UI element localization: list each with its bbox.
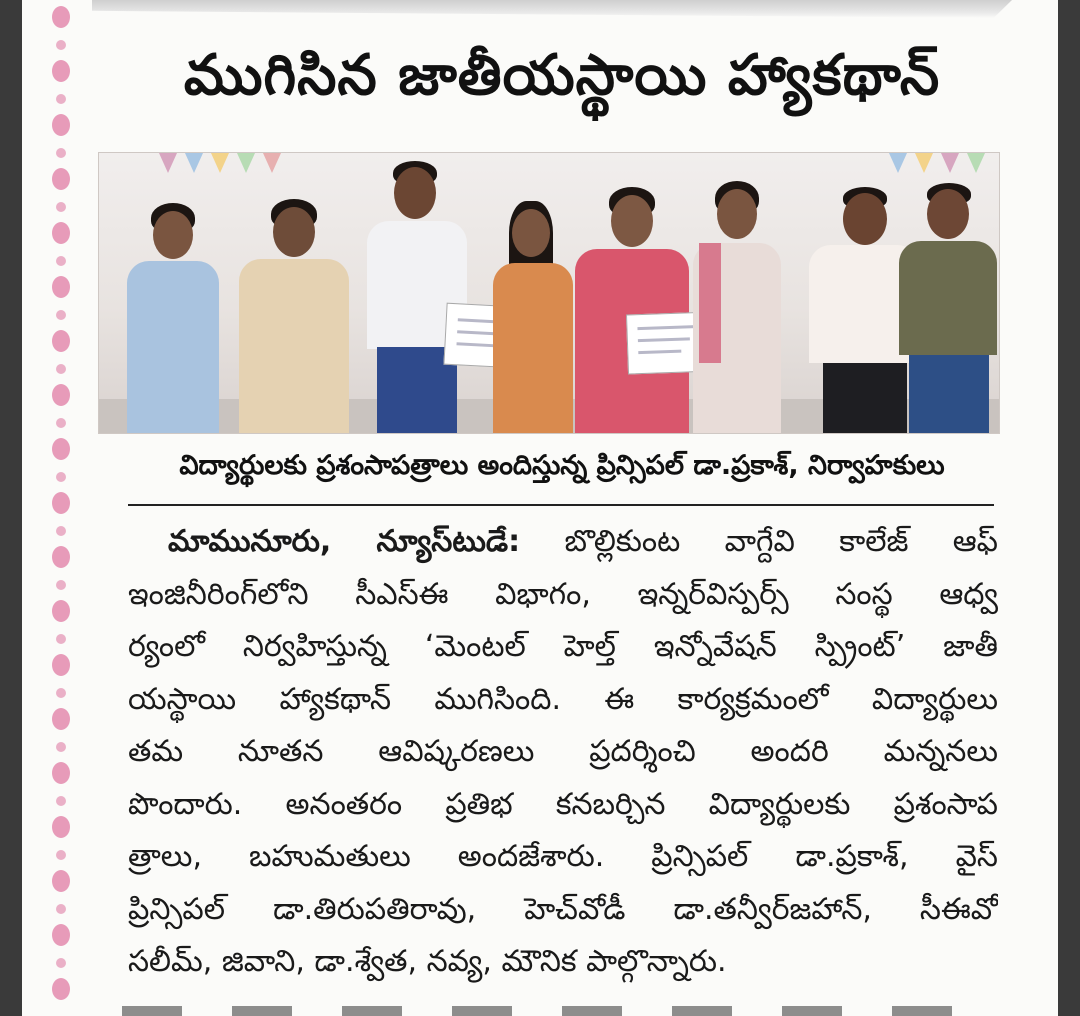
border-dot xyxy=(56,148,66,158)
border-dot xyxy=(56,796,66,806)
divider-rule xyxy=(128,504,994,506)
torn-top-edge xyxy=(92,0,1012,18)
border-dot xyxy=(56,418,66,428)
article-line-4: యస్థాయి హ్యాకథాన్ ముగిసింది. ఈ కార్యక్రమంలో విద్యార్థులు xyxy=(128,681,998,717)
article-line-9: సలీమ్, జివాని, డా.శ్వేత, నవ్య, మౌనిక పాల్గొన్నారు. xyxy=(128,944,727,979)
border-dot xyxy=(56,958,66,968)
article-line-5: తమ నూతన ఆవిష్కరణలు ప్రదర్శించి అందరి మన్ననలు xyxy=(128,734,998,769)
article-line-7: త్రాలు, బహుమతులు అందజేశారు. ప్రిన్సిపల్ డా.ప్రకాశ్, వైస్ xyxy=(128,839,998,874)
person-1 xyxy=(121,203,221,433)
border-dot xyxy=(52,60,70,82)
border-dot xyxy=(52,330,70,352)
article-line-6: పొందారు. అనంతరం ప్రతిభ కనబర్చిన విద్యార్థులకు ప్రశంసాప xyxy=(128,786,998,822)
border-dot xyxy=(52,492,70,514)
person-8 xyxy=(897,183,999,433)
dotted-border xyxy=(52,0,76,1016)
border-dot xyxy=(56,850,66,860)
newspaper-clipping xyxy=(22,0,1058,1016)
border-dot xyxy=(56,472,66,482)
border-dot xyxy=(52,816,70,838)
border-dot xyxy=(56,904,66,914)
border-dot xyxy=(52,384,70,406)
article-line-8: ప్రిన్సిపల్ డా.తిరుపతిరావు, హెచ్‌వోడీ డా.తన్వీర్‌జహాన్, సీఈవో xyxy=(128,891,998,927)
article-line-1 xyxy=(128,516,998,569)
border-dot xyxy=(52,708,70,730)
border-dot xyxy=(56,526,66,536)
person-5 xyxy=(571,187,691,433)
article-line-3: ర్యంలో నిర్వహిస్తున్న ‘మెంటల్ హెల్త్ ఇన్నోవేషన్ స్ప్రింట్’ జాతీ xyxy=(128,629,998,664)
person-2 xyxy=(233,199,353,433)
border-dot xyxy=(56,94,66,104)
article-body xyxy=(128,516,998,989)
border-dot xyxy=(56,742,66,752)
border-dot xyxy=(56,364,66,374)
border-dot xyxy=(52,546,70,568)
border-dot xyxy=(52,924,70,946)
article-text-0: బొల్లికుంట వాగ్దేవి కాలేజ్ ఆఫ్ xyxy=(520,524,998,559)
border-dot xyxy=(56,310,66,320)
headline: ముగిసిన జాతీయస్థాయి హ్యాకథాన్ xyxy=(183,43,941,108)
border-dot xyxy=(52,168,70,190)
border-dot xyxy=(56,634,66,644)
border-dot xyxy=(52,276,70,298)
border-dot xyxy=(52,870,70,892)
border-dot xyxy=(56,580,66,590)
next-article-edge xyxy=(122,1006,1002,1016)
border-dot xyxy=(52,114,70,136)
border-dot xyxy=(52,222,70,244)
border-dot xyxy=(56,202,66,212)
person-6 xyxy=(689,181,785,433)
group-photo xyxy=(98,152,1000,434)
border-dot xyxy=(52,6,70,28)
border-dot xyxy=(56,256,66,266)
border-dot xyxy=(52,600,70,622)
photo-caption: విద్యార్థులకు ప్రశంసాపత్రాలు అందిస్తున్న ప్రిన్సిపల్ డా.ప్రకాశ్, నిర్వాహకులు xyxy=(179,450,945,481)
border-dot xyxy=(52,438,70,460)
border-dot xyxy=(52,762,70,784)
person-3 xyxy=(361,161,471,433)
person-4 xyxy=(489,201,575,433)
border-dot xyxy=(56,40,66,50)
border-dot xyxy=(56,688,66,698)
dateline: మామునూరు, న్యూస్‌టుడే: xyxy=(168,524,521,559)
border-dot xyxy=(52,654,70,676)
border-dot xyxy=(52,978,70,1000)
article-line-2: ఇంజినీరింగ్‌లోని సీఎస్ఈ విభాగం, ఇన్నర్‌విస్పర్స్ సంస్థ ఆధ్వ xyxy=(128,576,998,612)
